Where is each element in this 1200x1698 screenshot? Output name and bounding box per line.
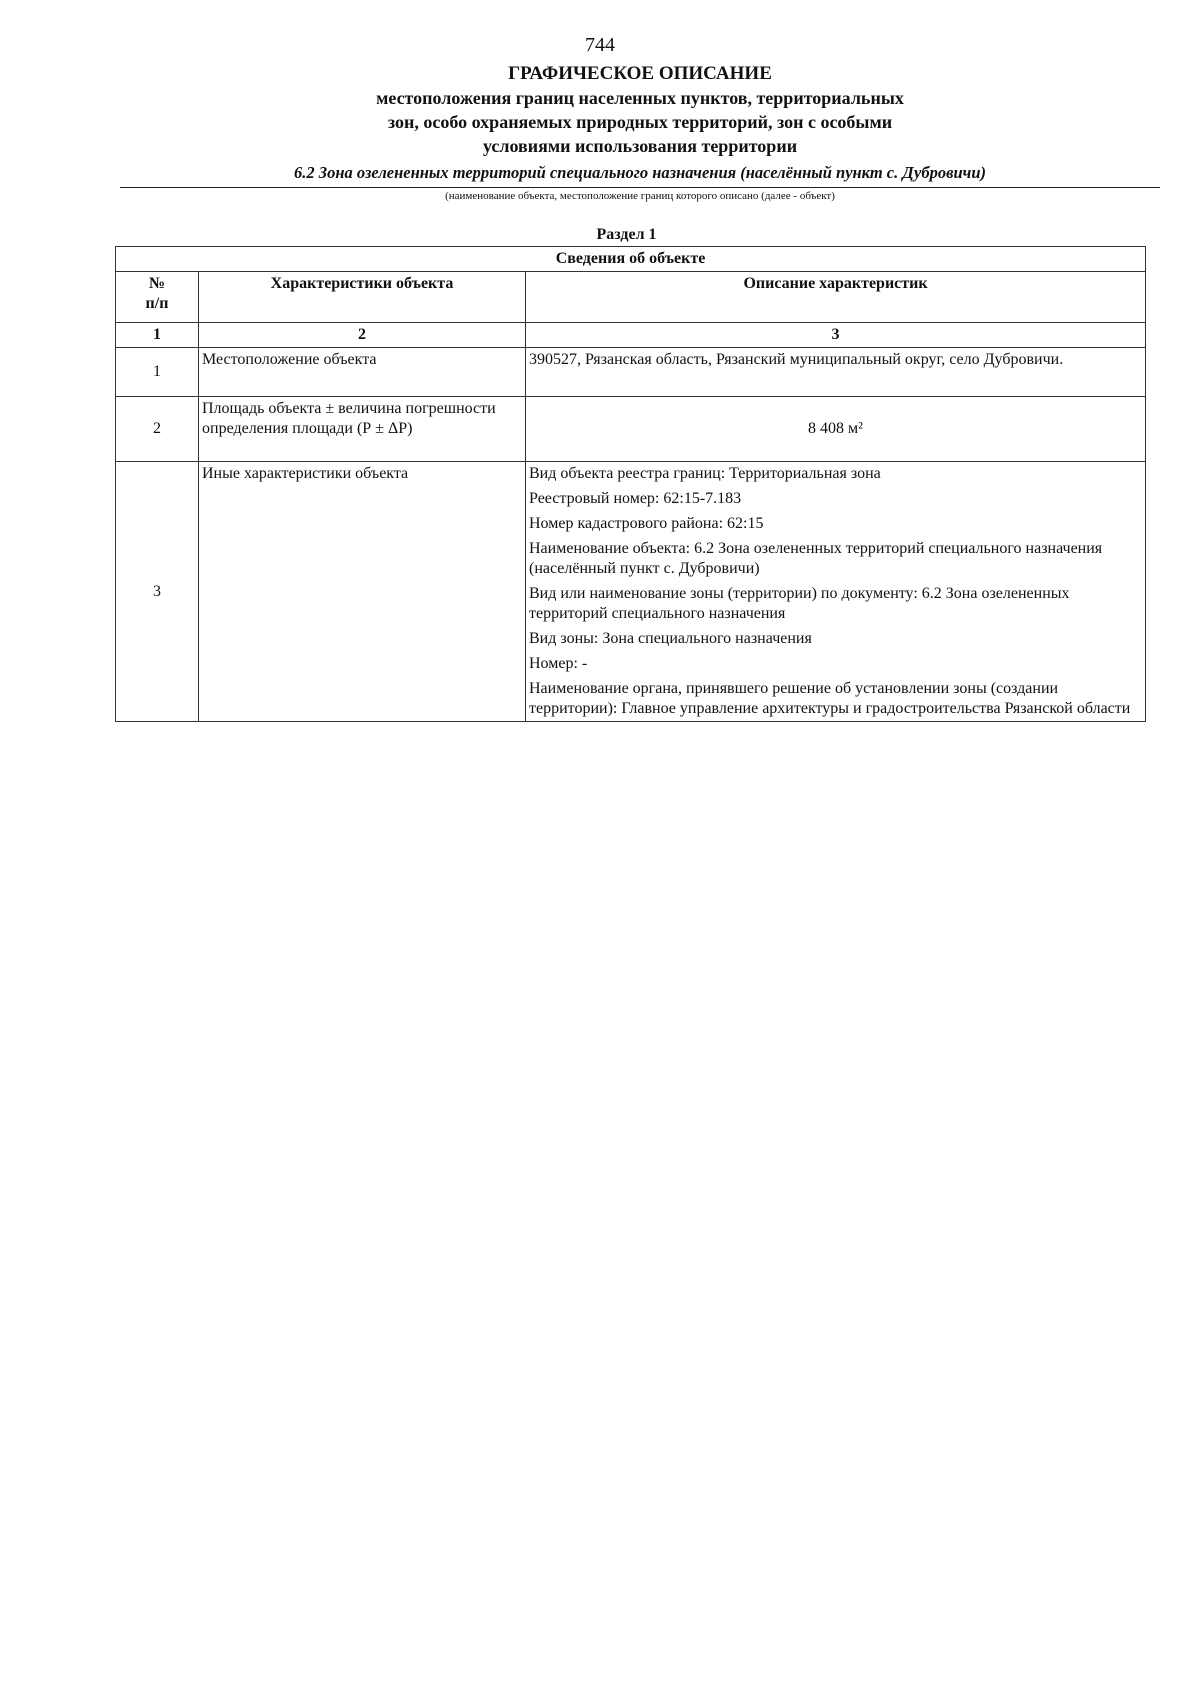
table-caption: Сведения об объекте: [116, 247, 1146, 272]
page-number: 744: [585, 34, 615, 56]
column-number: 1: [116, 323, 199, 348]
table-row: [116, 397, 1146, 462]
column-number: 3: [526, 323, 1146, 348]
description-line: Номер: -: [529, 655, 588, 672]
description-line: Номер кадастрового района: 62:15: [529, 515, 764, 532]
row-characteristic: Иные характеристики объекта: [199, 462, 526, 722]
row-number: 1: [116, 348, 199, 397]
section-title: Раздел 1: [596, 226, 657, 243]
document-subtitle-line: местоположения границ населенных пунктов, территориальных: [376, 88, 904, 108]
row-number: 2: [116, 397, 199, 462]
column-number-row: [116, 323, 1146, 348]
column-header-characteristic: Характеристики объекта: [199, 272, 526, 323]
description-line: Наименование органа, принявшего решение об установлении зоны (создании территории): Главное управление архитектуры и градостроительства Рязанской области: [529, 680, 1131, 717]
table-row: [116, 462, 1146, 722]
row-description: [526, 462, 1146, 722]
document-title: ГРАФИЧЕСКОЕ ОПИСАНИЕ: [508, 63, 772, 84]
table-caption-row: [116, 247, 1146, 272]
object-name-caption: (наименование объекта, местоположение границ которого описано (далее - объект): [445, 190, 835, 202]
row-description: [526, 397, 1146, 462]
object-info-table: [115, 246, 1146, 722]
table-row: [116, 348, 1146, 397]
description-line: Вид зоны: Зона специального назначения: [529, 630, 812, 647]
row-description: [526, 348, 1146, 397]
description-line: 8 408 м²: [808, 420, 863, 437]
table-header-row: [116, 272, 1146, 323]
document-header: [120, 62, 1160, 204]
row-characteristic: Местоположение объекта: [199, 348, 526, 397]
description-line: Реестровый номер: 62:15-7.183: [529, 490, 742, 507]
description-line: 390527, Рязанская область, Рязанский муниципальный округ, село Дубровичи.: [529, 351, 1064, 368]
object-name: 6.2 Зона озелененных территорий специального назначения (населённый пункт с. Дубровичи): [120, 162, 1160, 188]
column-header-number: № п/п: [116, 272, 199, 323]
column-header-description: Описание характеристик: [526, 272, 1146, 323]
description-line: Наименование объекта: 6.2 Зона озелененных территорий специального назначения (населённый пункт с. Дубровичи): [529, 540, 1103, 577]
description-line: Вид объекта реестра границ: Территориальная зона: [529, 465, 881, 482]
row-number: 3: [116, 462, 199, 722]
description-line: Вид или наименование зоны (территории) по документу: 6.2 Зона озелененных территорий специального назначения: [529, 585, 1070, 622]
row-characteristic: Площадь объекта ± величина погрешности определения площади (Р ± ΔР): [199, 397, 526, 462]
column-number: 2: [199, 323, 526, 348]
document-subtitle-line: условиями использования территории: [482, 136, 798, 156]
document-subtitle-line: зон, особо охраняемых природных территорий, зон с особыми: [387, 112, 893, 132]
